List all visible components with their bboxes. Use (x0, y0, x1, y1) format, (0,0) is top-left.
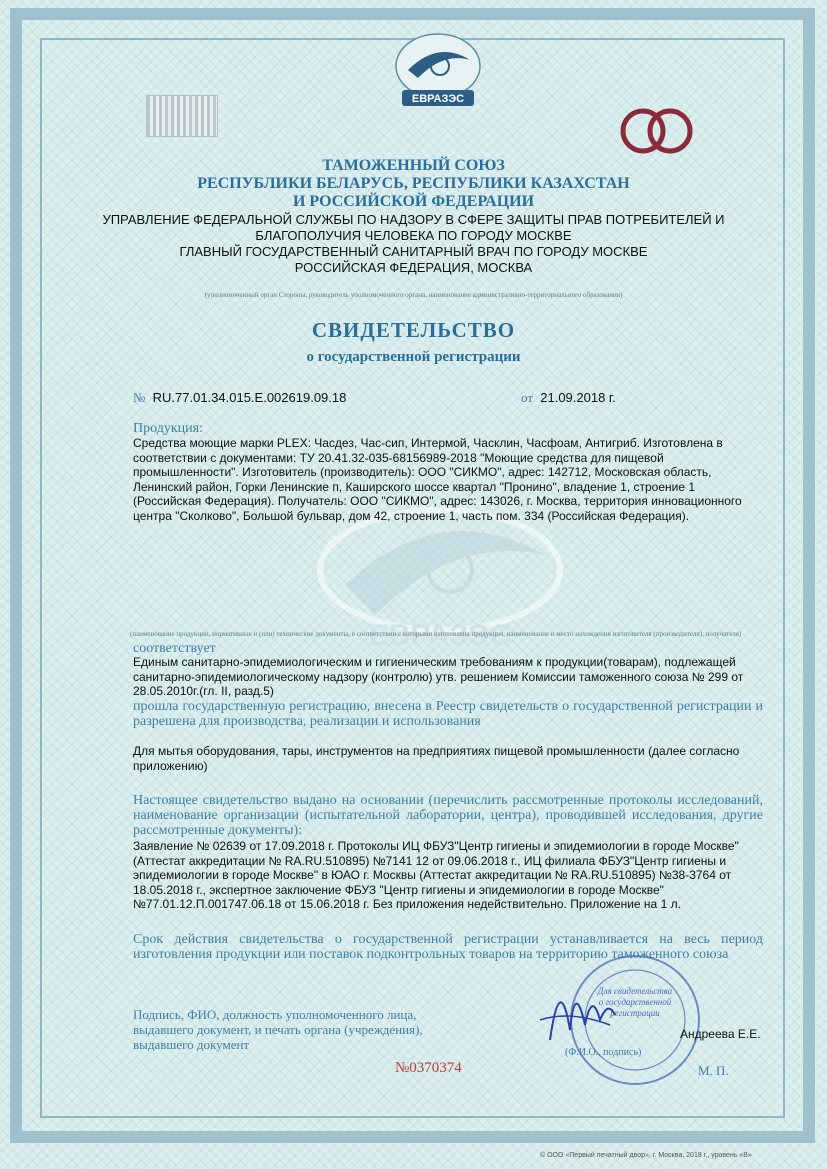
watermark-label: ЕВРАЗЭС (368, 619, 512, 652)
eurasec-emblem-icon (388, 30, 488, 110)
authority-line: БЛАГОПОЛУЧИЯ ЧЕЛОВЕКА ПО ГОРОДУ МОСКВЕ (255, 228, 572, 243)
ce-mark-icon (618, 106, 698, 156)
union-header (60, 157, 767, 211)
authority-line: РОССИЙСКАЯ ФЕДЕРАЦИЯ, МОСКВА (294, 260, 533, 275)
certificate-title: СВИДЕТЕЛЬСТВО (311, 318, 516, 342)
product-text: Средства моющие марки PLEX: Часдез, Час-сип, Интермой, Часклин, Часфоам, Антигриб. Изготовлена в соответствии с документами: ТУ 20.41.32-035-68156989-2018 "Моющие средства для пищевой промышленности". Изготовитель (производитель): ООО "СИКМО", адрес: 142712, Московская область, Ленинский район, Горки Ленинские п, Каширского шоссе квартал "Пронино", владение 1, строение 1 (Российская Федерация). Получатель: ООО "СИКМО", адрес: 143026, г. Москва, территория инновационного центра "Сколково", Большой бульвар, дом 42, строение 1, часть пом. 334 (Российская Федерация). (133, 436, 742, 523)
conformity-label: соответствует (133, 641, 216, 656)
authority-line: УПРАВЛЕНИЕ ФЕДЕРАЛЬНОЙ СЛУЖБЫ ПО НАДЗОРУ В СФЕРЕ ЗАЩИТЫ ПРАВ ПОТРЕБИТЕЛЕЙ И (102, 212, 725, 227)
signatory-name: Андреева Е.Е. (680, 1027, 761, 1041)
hologram-strip (146, 95, 218, 137)
date-label: от (521, 390, 534, 405)
signature-label (133, 1007, 493, 1052)
signature-label-line: Подпись, ФИО, должность уполномоченного лица, (133, 1007, 417, 1022)
usage-text: Для мытья оборудования, тары, инструментов на предприятиях пищевой промышленности (далее согласно приложению) (133, 744, 740, 773)
union-line: РЕСПУБЛИКИ БЕЛАРУСЬ, РЕСПУБЛИКИ КАЗАХСТАН (197, 175, 630, 192)
certificate-subtitle: о государственной регистрации (306, 349, 521, 365)
union-line: И РОССИЙСКОЙ ФЕДЕРАЦИИ (292, 193, 535, 210)
fio-note: (Ф.И.О., подпись) (565, 1047, 642, 1058)
authority-header (60, 212, 767, 276)
basis-details: Заявление № 02639 от 17.09.2018 г. Протоколы ИЦ ФБУЗ"Центр гигиены и эпидемиологии в городе Москве" (Аттестат аккредитации № RA.RU.510895) №7141 12 от 09.06.2018 г., ИЦ филиала ФБУЗ"Центр гигиены и эпидемиологии в городе Москве" в ЮАО г. Москвы (Аттестат аккредитации № RA.RU.510895) №38-3764 от 18.05.2018 г., экспертное заключение ФБУЗ "Центр гигиены и эпидемиологии в городе Москве" №77.01.12.П.001747.06.18 от 15.06.2018 г. Без приложения недействительно. Приложение на 1 л. (133, 839, 739, 911)
certificate-date: 21.09.2018 г. (540, 390, 616, 405)
conformity-text: Единым санитарно-эпидемиологическим и гигиеническим требованиям к продукции(товарам), подлежащей санитарно-эпидемиологическому надзору (контролю) утв. решением Комиссии таможенного союза № 299 от 28.05.2010г.(гл. II, разд.5) (133, 655, 744, 698)
product-note: (наименование продукции, нормативные и (или) технические документы, в соответствии с которыми изготовлена продукция, наименование и место нахождения изготовителя (производителя), получателя) (130, 630, 742, 638)
authority-line: ГЛАВНЫЙ ГОСУДАРСТВЕННЫЙ САНИТАРНЫЙ ВРАЧ ПО ГОРОДУ МОСКВЕ (179, 244, 648, 259)
union-line: ТАМОЖЕННЫЙ СОЮЗ (322, 157, 505, 174)
certificate-number-row (133, 390, 653, 406)
basis-text: Настоящее свидетельство выдано на основании (перечислить рассмотренные протоколы исследований, наименование организации (испытательной лаборатории, центра), проводившей исследования, другие рассмотренные документы): (133, 793, 763, 838)
signature-label-line: выдавшего документ (133, 1037, 250, 1052)
handwritten-signature-icon (530, 960, 620, 1050)
stamp-text: Для свидетельства о государственной регистрации (597, 986, 673, 1018)
registration-text: прошла государственную регистрацию, внесена в Реестр свидетельств о государственной регистрации и разрешена для производства, реализации и использования (133, 699, 763, 729)
form-number: №0370374 (395, 1060, 462, 1076)
certificate-number: RU.77.01.34.015.E.002619.09.18 (152, 390, 347, 405)
number-label: № (133, 390, 146, 405)
printer-footer: © ООО «Первый печатный двор», г. Москва, 2018 г., уровень «В» (540, 1152, 752, 1159)
product-label: Продукция: (133, 421, 203, 436)
seal-place: М. П. (698, 1063, 729, 1078)
authority-note: (уполномоченный орган Стороны, руководитель уполномоченного органа, наименование административно-территориального образования) (204, 291, 623, 299)
validity-text: Срок действия свидетельства о государственной регистрации устанавливается на весь период изготовления продукции или поставок подконтрольных товаров на территорию таможенного союза (133, 932, 763, 962)
emblem-label: ЕВРАЗЭС (411, 93, 465, 105)
signature-label-line: выдавшего документ, и печать органа (учреждения), (133, 1022, 423, 1037)
